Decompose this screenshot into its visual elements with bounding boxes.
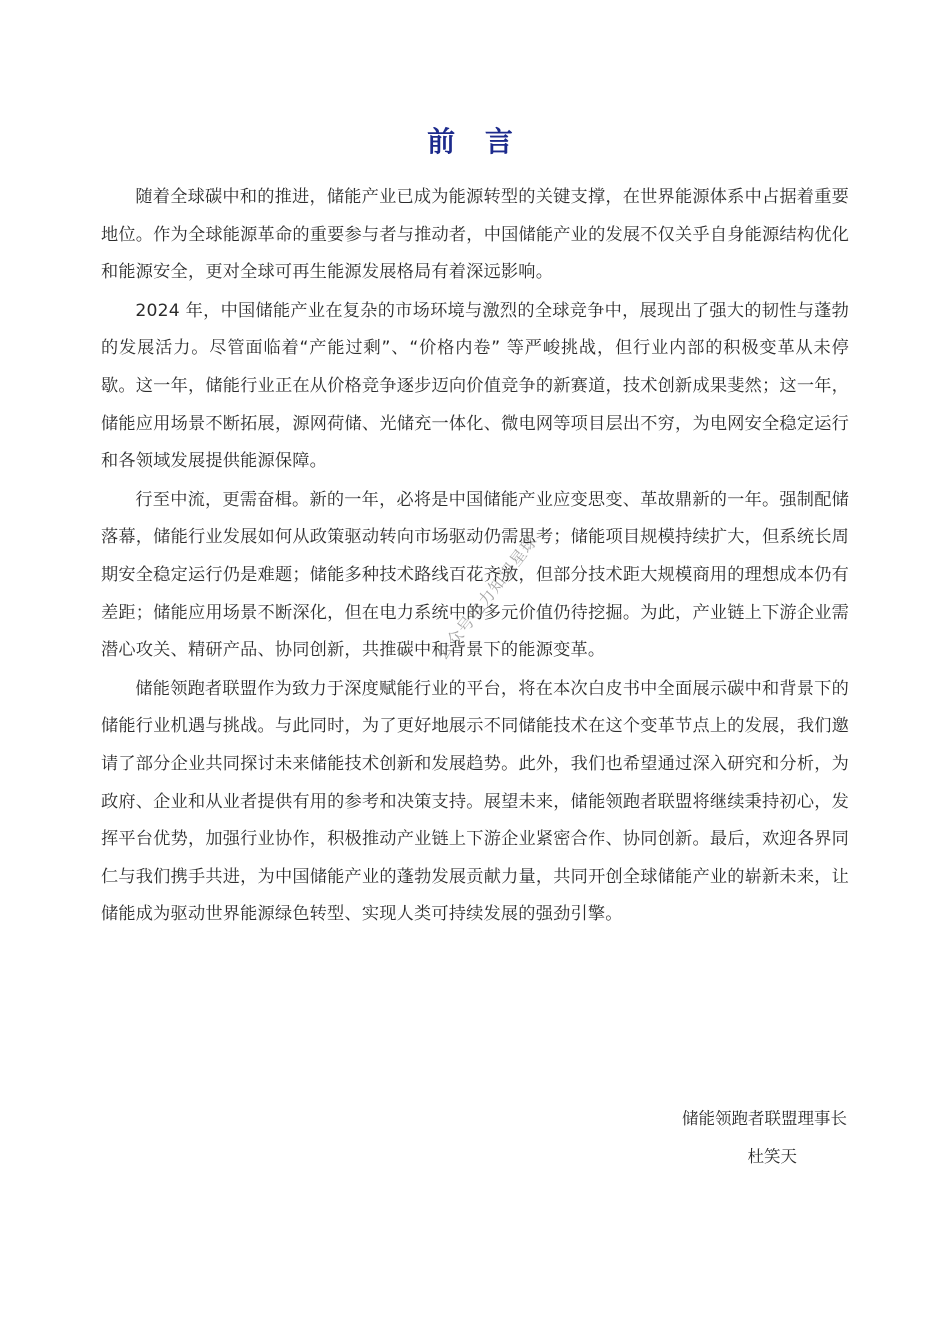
signature-block <box>682 1100 847 1176</box>
signature-position: 储能领跑者联盟理事长 <box>682 1109 847 1128</box>
paragraph-2: 2024 年，中国储能产业在复杂的市场环境与激烈的全球竞争中，展现出了强大的韧性与蓬勃的发展活力。尽管面临着“产能过剩”、“价格内卷” 等严峻挑战，但行业内部的积极变革从未停歇。这一年，储能行业正在从价格竞争逐步迈向价值竞争的新赛道，技术创新成果斐然；这一年，储能应用场景不断拓展，源网荷储、光储充一体化、微电网等项目层出不穷，为电网安全稳定运行和各领域发展提供能源保障。 <box>101 300 849 472</box>
paragraph-3: 行至中流，更需奋楫。新的一年，必将是中国储能产业应变思变、革故鼎新的一年。强制配储落幕，储能行业发展如何从政策驱动转向市场驱动仍需思考；储能项目规模持续扩大，但系统长周期安全稳定运行仍是难题；储能多种技术路线百花齐放，但部分技术距大规模商用的理想成本仍有差距；储能应用场景不断深化，但在电力系统中的多元价值仍待挖掘。为此，产业链上下游企业需潜心攻关、精研产品、协同创新，共推碳中和背景下的能源变革。 <box>101 489 849 661</box>
page-title: 前 言 <box>427 125 523 158</box>
paragraph-4: 储能领跑者联盟作为致力于深度赋能行业的平台，将在本次白皮书中全面展示碳中和背景下的储能行业机遇与挑战。与此同时，为了更好地展示不同储能技术在这个变革节点上的发展，我们邀请了部分企业共同探讨未来储能技术创新和发展趋势。此外，我们也希望通过深入研究和分析，为政府、企业和从业者提供有用的参考和决策支持。展望未来，储能领跑者联盟将继续秉持初心，发挥平台优势，加强行业协作，积极推动产业链上下游企业紧密合作、协同创新。最后，欢迎各界同仁与我们携手共进，为中国储能产业的蓬勃发展贡献力量，共同开创全球储能产业的崭新未来，让储能成为驱动世界能源绿色转型、实现人类可持续发展的强劲引擎。 <box>101 678 849 925</box>
paragraph-1: 随着全球碳中和的推进，储能产业已成为能源转型的关键支撑，在世界能源体系中占据着重要地位。作为全球能源革命的重要参与者与推动者，中国储能产业的发展不仅关乎自身能源结构优化和能源安全，更对全球可再生能源发展格局有着深远影响。 <box>101 187 849 283</box>
preface-body <box>101 179 849 934</box>
signature-name: 杜笑天 <box>747 1147 797 1166</box>
watermark: 公众号电力知识星球 <box>432 531 542 664</box>
